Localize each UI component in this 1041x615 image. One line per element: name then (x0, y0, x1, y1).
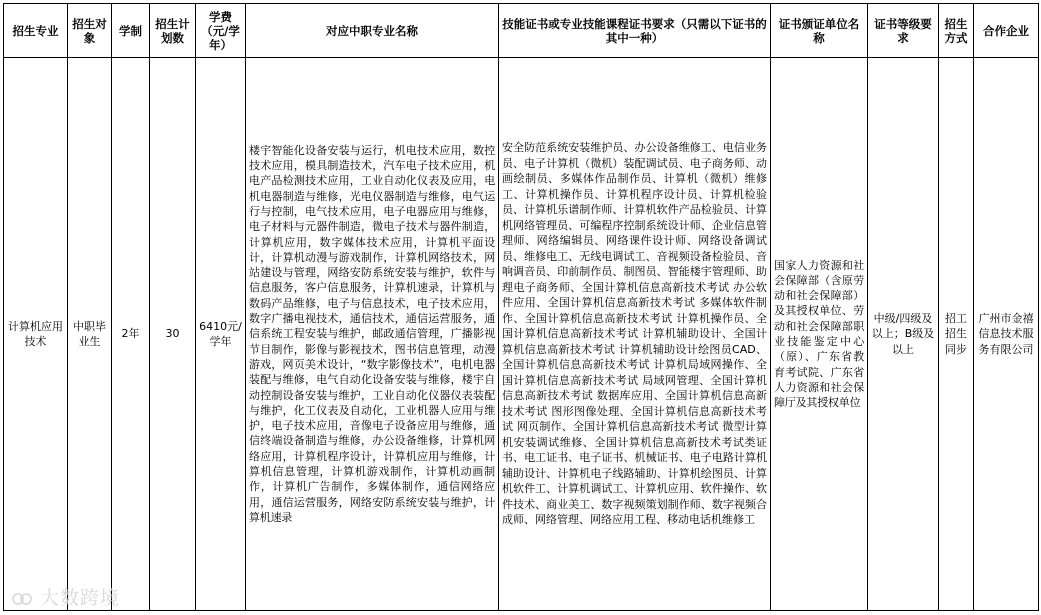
cell-certificates: 安全防范系统安装维护员、办公设备维修工、电信业务员、电子计算机（微机）装配调试员、电子商务师、动画绘制员、多媒体作品制作员、计算机（微机）维修工、计算机操作员、计算机程序设计员、计算机检验员、计算机乐谱制作师、计算机软件产品检验员、计算机网络管理员、可编程序控制系统设计师、企业信息管理师、网络编辑员、网络课件设计师、网络设备调试员、维修电工、无线电调试工、音视频设备检验员、音响调音员、印前制作员、制图员、智能楼宇管理师、助理电子商务师、全国计算机信息高新技术考试 办公软件应用、全国计算机信息高新技术考试 多媒体软件制作、全国计算机信息高新技术考试 计算机操作员、全国计算机信息高新技术考试 计算机辅助设计、全国计算机信息高新技术考试 计算机辅助设计绘图员CAD、全国计算机信息高新技术考试 计算机局域网操作、全国计算机信息高新技术考试 局域网管理、全国计算机信息高新技术考试 数据库应用、全国计算机信息高新技术考试 图形图像处理、全国计算机信息高新技术考试 网页制作、全国计算机信息高新技术考试 微型计算机安装调试维修、全国计算机信息高新技术考试类证书、电工证书、电子证书、机械证书、电子电路计算机辅助设计、计算机电子线路辅助、计算机绘图员、计算机软件工、计算机调试工、计算机应用、软件操作、软件技术、商业美工、数字视频策划制作师、数字视频合成师、网络管理、网络应用工程、移动电话机维修工 (499, 58, 771, 611)
admission-table (3, 3, 1039, 611)
header-partner: 合作企业 (974, 4, 1039, 58)
cell-partner: 广州市金禧信息技术服务有限公司 (974, 58, 1039, 611)
header-cert-level: 证书等级要求 (868, 4, 939, 58)
header-row (4, 4, 1039, 58)
cell-vocational-major: 楼宇智能化设备安装与运行，机电技术应用，数控技术应用，模具制造技术，汽车电子技术应用，机电产品检测技术应用，工业自动化仪表及应用，电机电器制造与维修，光电仪器制造与维修，电气运行与控制，电气技术应用，电子电器应用与维修，电子材料与元器件制造，微电子技术与器件制造，计算机应用，数字媒体技术应用，计算机平面设计，计算机动漫与游戏制作，计算机网络技术，网站建设与管理，网络安防系统安装与维护，软件与信息服务，客户信息服务，计算机速录，计算机与数码产品维修，电子与信息技术，电子技术应用，数字广播电视技术，通信技术，通信运营服务，通信系统工程安装与维护，邮政通信管理，广播影视节目制作，影像与影视技术，图书信息管理，动漫游戏，网页美术设计，“数字影像技术”，电机电器装配与维修，电气自动化设备安装与维修，楼宇自动控制设备安装与维护，工业自动化仪器仪表装配与维护，化工仪表及自动化，工业机器人应用与维护，电子技术应用，音像电子设备应用与维修，通信终端设备制造与维修，办公设备维修，计算机网络应用，计算机程序设计，计算机应用与维修，计算机信息管理，计算机游戏制作，计算机动画制作，计算机广告制作，多媒体制作，通信网络应用，通信运营服务，网络安防系统安装与维护，计算机速录 (246, 58, 499, 611)
header-major: 招生专业 (4, 4, 68, 58)
header-vocational-major: 对应中职专业名称 (246, 4, 499, 58)
cell-quota: 30 (150, 58, 196, 611)
cell-target: 中职毕业生 (68, 58, 112, 611)
cell-issuer: 国家人力资源和社会保障部（含原劳动和社会保障部）及其授权单位、劳动和社会保障部职业技能鉴定中心（原）、广东省教育考试院、广东省人力资源和社会保障厅及其授权单位 (771, 58, 868, 611)
header-issuer: 证书颁证单位名称 (771, 4, 868, 58)
watermark-text: 大数跨境 (40, 587, 121, 609)
header-quota: 招生计划数 (150, 4, 196, 58)
cell-method: 招工招生同步 (939, 58, 974, 611)
cell-cert-level: 中级/四级及以上；B级及以上 (868, 58, 939, 611)
table-row (4, 58, 1039, 611)
cell-tuition: 6410元/学年 (196, 58, 246, 611)
header-method: 招生方式 (939, 4, 974, 58)
header-tuition: 学费（元/学年） (196, 4, 246, 58)
watermark-logo-icon (12, 591, 36, 607)
watermark (12, 583, 120, 610)
header-target: 招生对象 (68, 4, 112, 58)
header-certificates: 技能证书或专业技能课程证书要求（只需以下证书的其中一种） (499, 4, 771, 58)
cell-duration: 2年 (112, 58, 150, 611)
cell-major: 计算机应用技术 (4, 58, 68, 611)
header-duration: 学制 (112, 4, 150, 58)
